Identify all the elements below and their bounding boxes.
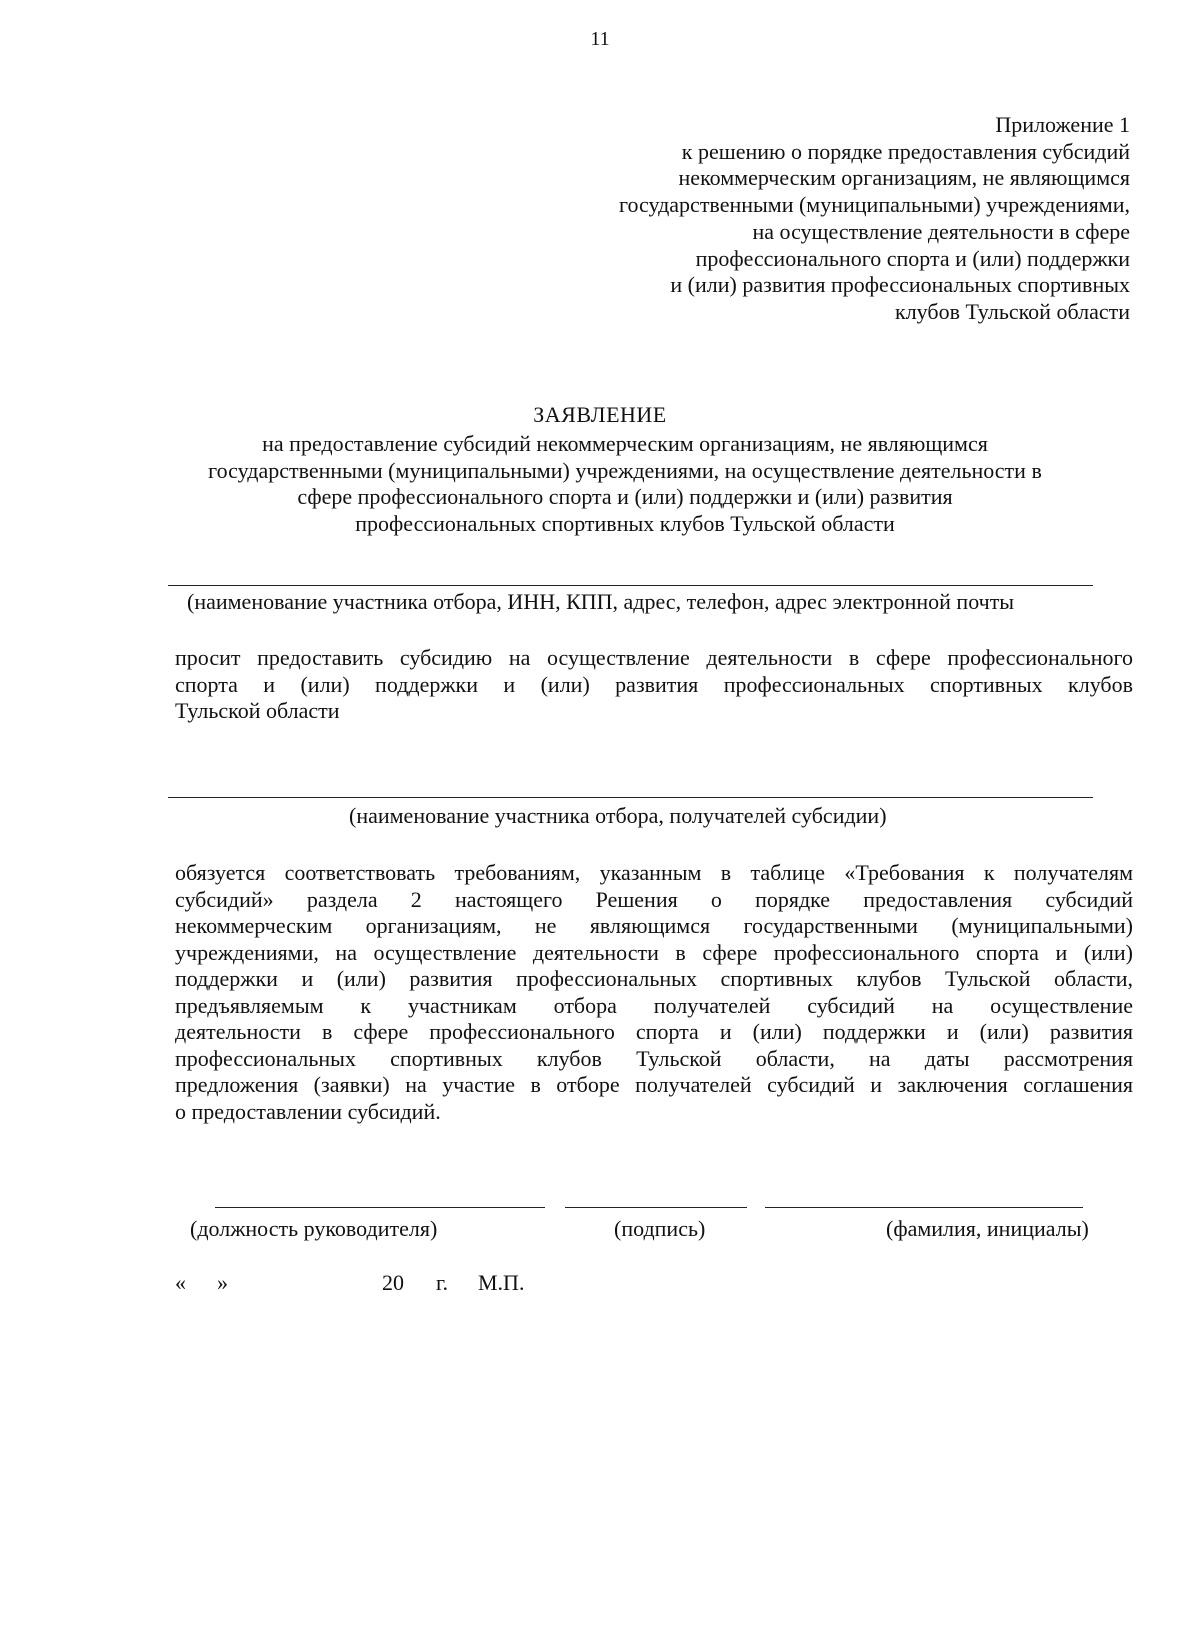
- obligation-line: поддержки и (или) развития профессиональных спортивных клубов Тульской области,: [175, 966, 1133, 991]
- subtitle-line: государственными (муниципальными) учреждениями, на осуществление деятельности в: [208, 457, 1042, 483]
- obligation-paragraph: [175, 860, 1133, 1125]
- appendix-line: на осуществление деятельности в сфере: [752, 218, 1130, 244]
- appendix-header: [510, 112, 1130, 326]
- obligation-line: обязуется соответствовать требованиям, указанным в таблице «Требования к получателям: [175, 860, 1133, 885]
- obligation-line: некоммерческим организациям, не являющимся государственными (муниципальными): [175, 913, 1133, 938]
- appendix-line: профессионального спорта и (или) поддержки: [695, 245, 1130, 271]
- appendix-line: клубов Тульской области: [895, 298, 1130, 324]
- recipient-caption: (наименование участника отбора, получателей субсидии): [349, 803, 887, 828]
- appendix-line: Приложение 1: [995, 112, 1130, 137]
- obligation-line: учреждениями, на осуществление деятельности в сфере профессионального спорта и (или): [175, 939, 1133, 965]
- request-line: спорта и (или) поддержки и (или) развития профессиональных спортивных клубов: [175, 671, 1133, 697]
- request-line: просит предоставить субсидию на осуществление деятельности в сфере профессионального: [175, 645, 1133, 670]
- obligation-line: предъявляемым к участникам отбора получателей субсидий на осуществление: [175, 992, 1133, 1018]
- close-quote: »: [217, 1270, 228, 1295]
- request-paragraph: [175, 645, 1133, 725]
- appendix-line: государственными (муниципальными) учреждениями,: [618, 192, 1130, 218]
- signature-caption: (подпись): [614, 1216, 706, 1241]
- obligation-line: о предоставлении субсидий.: [175, 1098, 441, 1124]
- obligation-line: профессиональных спортивных клубов Тульской области, на даты рассмотрения: [175, 1045, 1133, 1071]
- subtitle-line: на предоставление субсидий некоммерческим организациям, не являющимся: [262, 431, 988, 456]
- year-prefix: 20: [382, 1270, 404, 1295]
- seal-mark: М.П.: [478, 1270, 525, 1295]
- request-line: Тульской области: [175, 698, 340, 723]
- position-fill-line[interactable]: [215, 1207, 545, 1208]
- obligation-line: предложения (заявки) на участие в отборе получателей субсидий и заключения соглашения: [175, 1072, 1133, 1097]
- open-quote: «: [175, 1270, 186, 1295]
- name-fill-line[interactable]: [765, 1207, 1083, 1208]
- subtitle-line: сфере профессионального спорта и (или) поддержки и (или) развития: [297, 484, 953, 510]
- participant-fill-line[interactable]: [168, 585, 1093, 586]
- date-row: [175, 1270, 575, 1300]
- document-title: ЗАЯВЛЕНИЕ: [533, 402, 667, 427]
- appendix-line: и (или) развития профессиональных спортивных: [670, 272, 1130, 298]
- appendix-line: некоммерческим организациям, не являющимся: [678, 165, 1130, 191]
- appendix-line: к решению о порядке предоставления субсидий: [681, 138, 1130, 164]
- name-caption: (фамилия, инициалы): [886, 1216, 1089, 1241]
- year-suffix: г.: [436, 1270, 449, 1295]
- obligation-line: деятельности в сфере профессионального спорта и (или) поддержки и (или) развития: [175, 1019, 1133, 1044]
- position-caption: (должность руководителя): [190, 1216, 438, 1241]
- page-number: 11: [590, 28, 610, 50]
- document-subtitle: [140, 431, 1110, 538]
- participant-caption: (наименование участника отбора, ИНН, КПП, адрес, телефон, адрес электронной почты: [187, 589, 1015, 614]
- signature-fill-line[interactable]: [565, 1207, 747, 1208]
- recipient-fill-line[interactable]: [168, 797, 1093, 798]
- obligation-line: субсидий» раздела 2 настоящего Решения о порядке предоставления субсидий: [175, 886, 1133, 912]
- subtitle-line: профессиональных спортивных клубов Тульской области: [355, 511, 895, 537]
